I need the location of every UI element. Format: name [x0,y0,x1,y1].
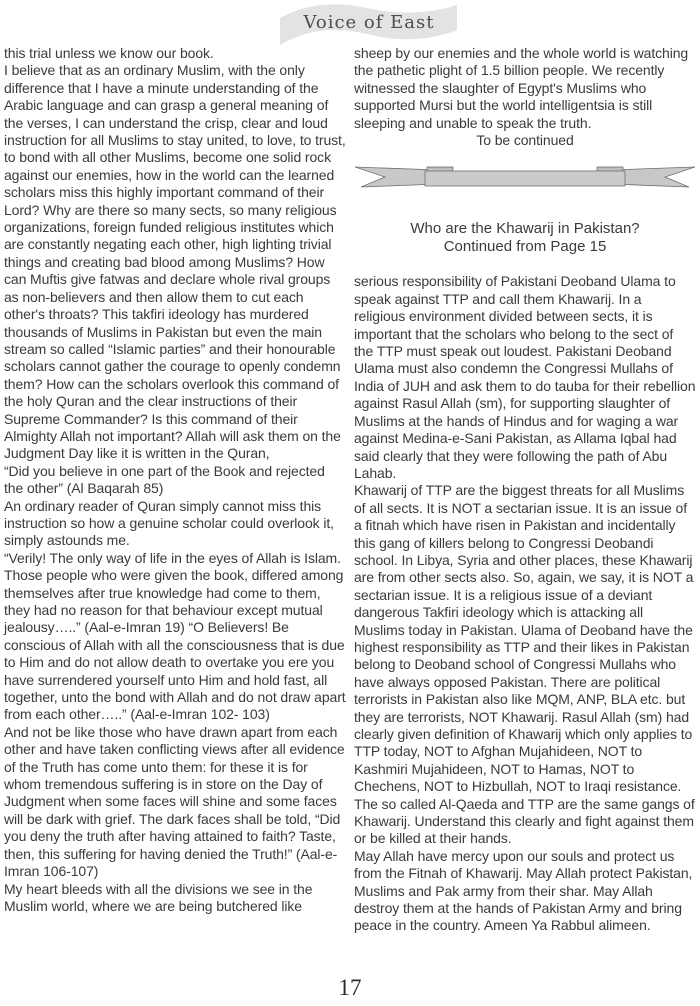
paragraph: Khawarij of TTP are the biggest threats for all Muslims of all sects. It is NOT a sectarian issue. It is an issue of a fitnah which have risen in Pakistan and incidentally this gang of killers belong to Congressi Deobandi school. In Libya, Syria and other places, these Khawarij are from other sects also. So, again, we say, it is NOT a sectarian issue. It is a religious issue of a deviant dangerous Takfiri ideology which is attacking all Muslims today in Pakistan. Ulama of Deoband have the highest responsibility as TTP and their likes in Pakistan belong to Deoband school of Congressi Mullahs who have always opposed Pakistan. There are political terrorists in Pakistan also like MQM, ANP, BLA etc. but they are terrorists, NOT Khawarij. Rasul Allah (sm) had clearly given definition of Khawarij which only applies to TTP today, NOT to Afghan Mujahideen, NOT to Kashmiri Mujahideen, NOT to Hamas, NOT to Chechens, NOT to Hizbullah, NOT to Iraqi resistance. The so called Al-Qaeda and TTP are the same gangs of Khawarij. Understand this clearly and fight against them or be killed at their hands. [354,482,695,847]
article-body [354,273,696,934]
ribbon-divider-icon [354,163,696,191]
paragraph: I believe that as an ordinary Muslim, with the only difference that I have a minute understanding of the Arabic language and can grasp a general meaning of the verses, I can understand the crisp, clear and loud instruction for all Muslims to stay united, to love, to trust, to bond with all other Muslims, become one solid rock against our enemies, how in the world can the learned scholars miss this highly important command of their Lord? Why are there so many sects, so many religious organizations, foreign funded religious institutes which are constantly negating each other, high lighting trivial things and creating bad blood among Muslims? How can Muftis give fatwas and declare whole rival groups as non-believers and then allow them to cut each other's throats? This takfiri ideology has murdered thousands of Muslims in Pakistan but even the main stream so called “Islamic parties” and their honourable scholars cannot gather the courage to openly condemn them? How can the scholars overlook this command of the holy Quran and the clear instructions of their Supreme Commander? Is this command of their Almighty Allah not important? Allah will ask them on the Judgment Day like it is written in the Quran, [4,62,346,462]
paragraph: this trial unless we know our book. [4,45,214,61]
page-number: 17 [338,975,362,1000]
right-column [354,45,696,935]
paragraph: May Allah have mercy upon our souls and protect us from the Fitnah of Khawarij. May Allah protect Pakistan, Muslims and Pak army from their shar. May Allah destroy them at the hands of Pakistan Army and bring peace in the country. Ameen Ya Rabbul alimeen. [354,847,693,934]
voice-of-east-banner [278,1,460,48]
paragraph: serious responsibility of Pakistani Deoband Ulama to speak against TTP and call them Khawarij. In a religious environment divided between sects, it is important that the scholars who belong to the sect of the TTP must speak out loudest. Pakistani Deoband Ulama must also condemn the Congressi Mullahs of India of JUH and ask them to do tauba for their rebellion against Rasul Allah (sm), for supporting slaughter of Muslims at the hands of Hindus and for waging a war against Medina-e-Sani Pakistan, as Allama Iqbal had said clearly that they were following the path of Abu Lahab. [354,273,696,481]
article-subtitle-line: Continued from Page 15 [443,238,607,256]
article-title-line: Who are the Khawarij in Pakistan? [410,220,640,238]
article-title [354,220,696,256]
paragraph: An ordinary reader of Quran simply cannot miss this instruction so how a genuine scholar could overlook it, simply astounds me. [4,497,334,549]
banner-title: Voice of East [303,12,435,33]
to-be-continued-line: To be continued [476,132,574,149]
quote-paragraph: “Did you believe in one part of the Book and rejected the other” (Al Baqarah 85) [4,462,325,497]
left-column [4,45,346,935]
paragraph: sheep by our enemies and the whole world is watching the pathetic plight of 1.5 billion people. We recently witnessed the slaughter of Egypt's Muslims who supported Mursi but the world intelligentsia is still sleeping and unable to speak the truth. [354,45,689,131]
quote-paragraph: “Verily! The only way of life in the eyes of Allah is Islam. Those people who were given the book, differed among themselves after true knowledge had come to them, they had no reason for that behaviour except mutual jealousy…..” (Aal-e-Imran 19) “O Believers! Be conscious of Allah with all the consciousness that is due to Him and do not allow death to overtake you ere you have surrendered yourself unto Him and hold fast, all together, unto the bond with Allah and do not draw apart from each other…..” (Aal-e-Imran 102- 103) [4,549,346,723]
paragraph: My heart bleeds with all the divisions we see in the Muslim world, where we are being butchered like [4,880,313,914]
quote-paragraph: And not be like those who have drawn apart from each other and have taken conflicting views after all evidence of the Truth has come unto them: for these it is for whom tremendous suffering is in store on the Day of Judgment when some faces will shine and some faces will be dark with grief. The dark faces shall be told, “Did you deny the truth after having attained to faith? Taste, then, this suffering for having denied the Truth!” (Aal-e-Imran 106-107) [4,723,345,880]
